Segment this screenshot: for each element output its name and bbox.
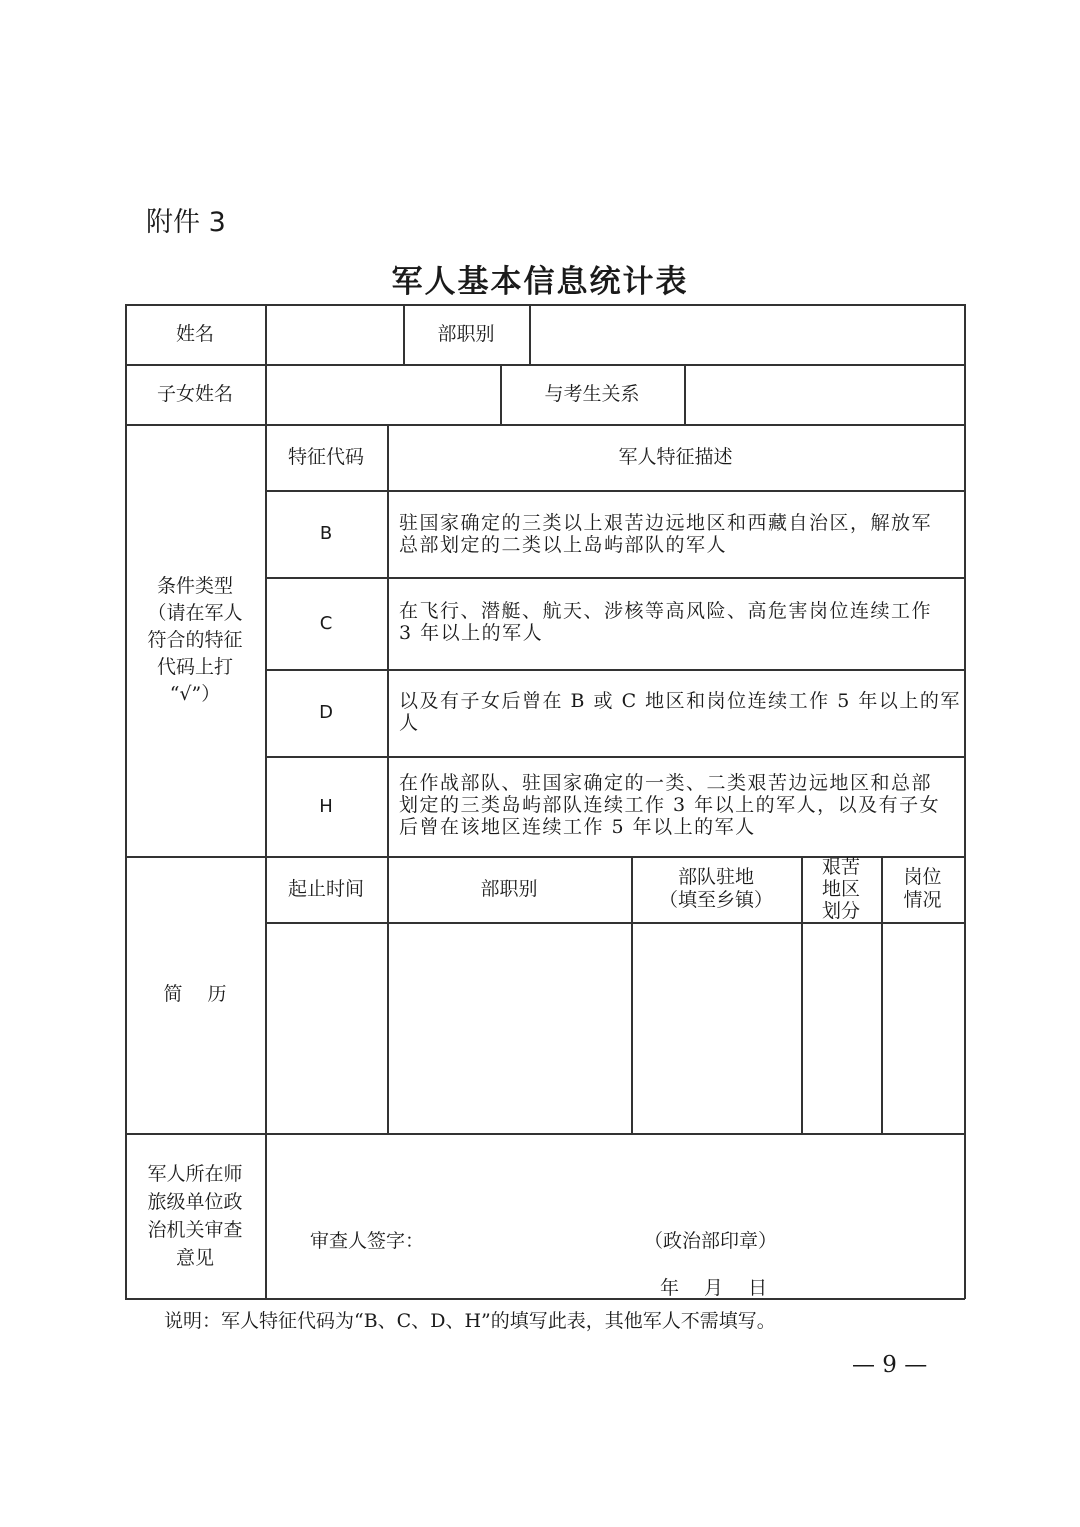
name-label: 姓名 — [175, 322, 214, 345]
relation-label: 与考生关系 — [544, 382, 640, 405]
desc-h — [399, 772, 940, 838]
code-b-cell[interactable]: B — [319, 523, 333, 544]
desc-c — [399, 600, 932, 644]
condition-label-line: （请在军人 — [147, 601, 243, 624]
desc-line: 后曾在该地区连续工作 5 年以上的军人 — [399, 816, 756, 838]
reviewer-signature: 审查人签字： — [310, 1230, 425, 1252]
resume-hardship-field[interactable] — [801, 922, 881, 1133]
resume-post-field[interactable] — [881, 922, 964, 1133]
header-line: 情况 — [903, 889, 942, 911]
page-number: — 9 — — [852, 1352, 928, 1378]
attachment-label: 附件 3 — [146, 207, 226, 238]
footnote: 说明：军人特征代码为“B、C、D、H”的填写此表，其他军人不需填写。 — [164, 1310, 776, 1332]
resume-station-field[interactable] — [631, 922, 801, 1133]
desc-line: 在飞行、潜艇、航天、涉核等高风险、高危害岗位连续工作 — [399, 600, 933, 622]
header-line: 划分 — [821, 900, 860, 922]
desc-header: 军人特征描述 — [618, 445, 733, 468]
resume-position-field[interactable] — [387, 922, 631, 1133]
review-date: 年 月 日 — [660, 1277, 768, 1299]
resume-hardship-header — [801, 856, 881, 922]
code-h-cell[interactable]: H — [319, 795, 333, 817]
desc-line: 以及有子女后曾在 B 或 C 地区和岗位连续工作 5 年以上的军 — [399, 690, 961, 712]
review-label — [125, 1133, 265, 1298]
desc-line: 人 — [399, 712, 420, 734]
resume-station-header — [631, 856, 801, 922]
resume-position-header: 部职别 — [480, 877, 538, 900]
name-field[interactable] — [265, 304, 403, 364]
review-label-line: 军人所在师 — [147, 1162, 243, 1185]
review-label-line: 旅级单位政 — [147, 1190, 243, 1213]
code-d-cell[interactable]: D — [319, 702, 333, 723]
condition-type-label — [125, 424, 265, 856]
condition-label-line: 条件类型 — [156, 574, 233, 597]
desc-line: 总部划定的二类以上岛屿部队的军人 — [399, 534, 728, 556]
header-line: （填至乡镇） — [658, 889, 773, 911]
relation-field[interactable] — [684, 364, 964, 424]
desc-line: 3 年以上的军人 — [399, 622, 544, 644]
desc-line: 驻国家确定的三类以上艰苦边远地区和西藏自治区，解放军 — [399, 512, 933, 534]
child-name-label: 子女姓名 — [156, 382, 233, 405]
desc-b — [399, 512, 932, 556]
child-name-field[interactable] — [265, 364, 500, 424]
form-title: 军人基本信息统计表 — [391, 264, 689, 300]
resume-label: 简 历 — [163, 983, 227, 1005]
header-line: 地区 — [821, 878, 860, 900]
condition-label-line: 代码上打 — [156, 655, 233, 678]
review-label-line: 治机关审查 — [147, 1218, 243, 1241]
desc-line: 划定的三类岛屿部队连续工作 3 年以上的军人，以及有子女 — [399, 794, 941, 816]
desc-line: 在作战部队、驻国家确定的一类、二类艰苦边远地区和总部 — [399, 772, 933, 794]
resume-post-header — [881, 856, 964, 922]
resume-time-field[interactable] — [265, 922, 387, 1133]
desc-d — [399, 690, 961, 734]
position-field[interactable] — [529, 304, 964, 364]
header-line: 艰苦 — [821, 856, 860, 878]
code-header: 特征代码 — [287, 445, 364, 468]
position-label: 部职别 — [437, 322, 495, 345]
condition-label-line: “√”） — [169, 682, 221, 705]
header-line: 岗位 — [903, 866, 942, 888]
review-label-line: 意见 — [175, 1246, 214, 1269]
header-line: 部队驻地 — [677, 866, 754, 888]
code-c-cell[interactable]: C — [319, 612, 333, 634]
condition-label-line: 符合的特征 — [147, 628, 243, 651]
resume-time-header: 起止时间 — [287, 877, 364, 900]
political-dept-seal: （政治部印章） — [644, 1230, 778, 1252]
